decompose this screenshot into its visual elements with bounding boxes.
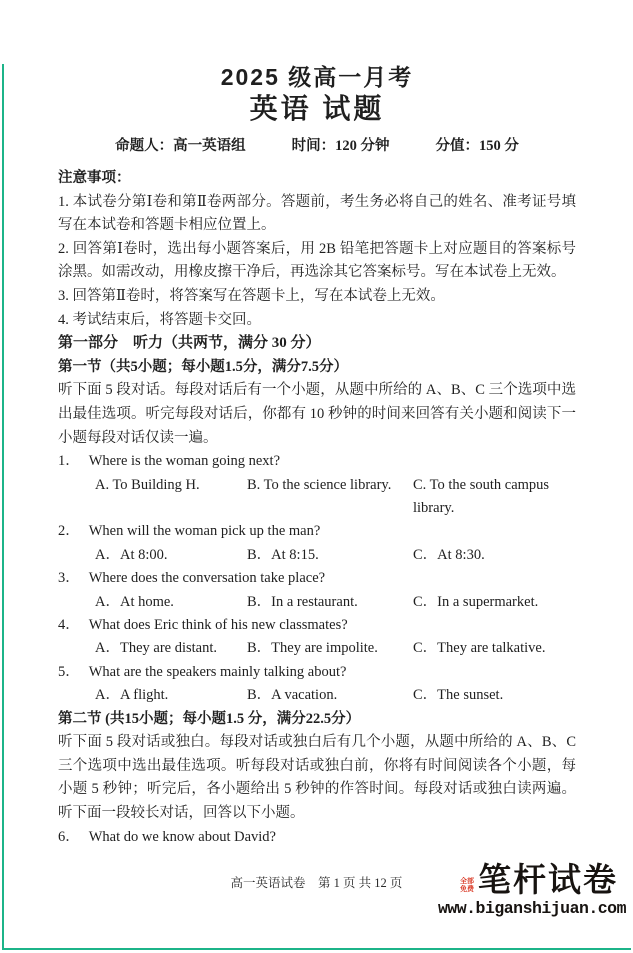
question-line — [58, 826, 576, 849]
question-text: What do we know about David? — [88, 828, 276, 845]
exam-page — [0, 64, 633, 953]
question-4 — [58, 614, 576, 661]
page-bottom-border — [2, 948, 631, 950]
question-options — [58, 637, 576, 660]
question-text: What are the speakers mainly talking about? — [88, 663, 347, 680]
watermark — [438, 864, 626, 919]
watermark-brand: 笔杆试卷 — [478, 863, 618, 899]
question-line — [58, 450, 576, 473]
option-a: A．They are distant. — [95, 640, 218, 657]
watermark-free-tag: 全部免费 — [460, 878, 474, 893]
notice-item: 4. 考试结束后，将答题卡交回。 — [58, 311, 261, 328]
page-footer: 高一英语试卷 第 1 页 共 12 页 — [230, 876, 403, 890]
option-b: B．At 8:15. — [247, 546, 319, 563]
question-number: 4． — [58, 616, 80, 633]
notice-item: 3. 回答第Ⅱ卷时，将答案写在答题卡上，写在本试卷上无效。 — [58, 287, 445, 304]
question-text: Where is the woman going next? — [88, 453, 281, 470]
option-b: B．They are impolite. — [247, 640, 378, 657]
watermark-url: www.biganshijuan.com — [437, 899, 626, 918]
question-6 — [58, 826, 576, 849]
option-b: B．A vacation. — [247, 687, 338, 704]
exam-meta-row — [58, 136, 576, 156]
section1-heading: 第一节（共5小题；每小题1.5分，满分7.5分） — [58, 358, 348, 375]
section2-heading: 第二节 (共15小题；每小题1.5 分，满分22.5分） — [58, 710, 361, 727]
exam-content — [0, 64, 633, 849]
question-number: 5． — [58, 663, 80, 680]
option-a: A. To Building H. — [95, 476, 200, 493]
part1-heading: 第一部分 听力（共两节，满分 30 分） — [58, 335, 321, 352]
notice-heading: 注意事项： — [58, 170, 131, 186]
question-1 — [58, 450, 576, 520]
meta-setter: 命题人：高一英语组 — [115, 138, 246, 154]
question-text: What does Eric think of his new classmates? — [88, 616, 348, 633]
option-c: C．They are talkative. — [413, 640, 546, 657]
question-line — [58, 567, 576, 590]
listening-part — [58, 332, 576, 849]
notice-item: 1. 本试卷分第Ⅰ卷和第Ⅱ卷两部分。答题前，考生务必将自己的姓名、准考证号填写在本试卷和答题卡相应位置上。 — [58, 193, 576, 234]
option-b: B. To the science library. — [247, 476, 392, 493]
watermark-brand-row — [438, 864, 626, 898]
question-options — [58, 474, 576, 521]
question-5 — [58, 661, 576, 708]
question-options — [58, 684, 576, 707]
question-2 — [58, 520, 576, 567]
question-options — [58, 591, 576, 614]
exam-subject: 英语 试题 — [249, 93, 385, 124]
meta-score: 分值：150 分 — [435, 138, 519, 154]
question-3 — [58, 567, 576, 614]
question-options — [58, 544, 576, 567]
section1-instructions: 听下面 5 段对话。每段对话后有一个小题，从题中所给的 A、B、C 三个选项中选出最佳选项。听完每段对话后，你都有 10 秒钟的时间来回答有关小题和阅读下一小题每段对话仅读一遍。 — [58, 382, 576, 446]
option-a: A．A flight. — [95, 687, 169, 704]
option-a: A．At home. — [95, 593, 174, 610]
notice-item: 2. 回答第Ⅰ卷时，选出每小题答案后，用 2B 铅笔把答题卡上对应题目的答案标号涂黑。如需改动，用橡皮擦干净后，再选涂其它答案标号。写在本试卷上无效。 — [58, 240, 576, 281]
question-line — [58, 520, 576, 543]
question-line — [58, 661, 576, 684]
meta-time: 时间：120 分钟 — [291, 138, 390, 154]
notice-section — [58, 167, 576, 332]
question-text: When will the woman pick up the man? — [88, 523, 321, 540]
option-b: B．In a restaurant. — [247, 593, 358, 610]
option-c: C．The sunset. — [413, 687, 504, 704]
question-line — [58, 614, 576, 637]
page-left-border — [2, 64, 4, 950]
option-c: C. To the south campus library. — [413, 476, 550, 516]
question-number: 6． — [58, 828, 80, 845]
question-number: 2． — [58, 523, 80, 540]
question-number: 3． — [58, 570, 80, 587]
option-a: A．At 8:00. — [95, 546, 168, 563]
exam-title: 2025 级高一月考 — [220, 64, 414, 90]
exam-header — [58, 64, 576, 156]
section2-instructions: 听下面 5 段对话或独白。每段对话或独白后有几个小题，从题中所给的 A、B、C 三个选项中选出最佳选项。听每段对话或独白前，你将有时间阅读各个小题，每小题 5 秒钟；听完后，各小题给出 5 秒钟的作答时间。每段对话或独白读两遍。听下面一段较长对话，回答以下小题。 — [58, 734, 576, 821]
question-number: 1． — [58, 453, 80, 470]
question-text: Where does the conversation take place? — [88, 570, 326, 587]
option-c: C．In a supermarket. — [413, 593, 539, 610]
option-c: C．At 8:30. — [413, 546, 485, 563]
